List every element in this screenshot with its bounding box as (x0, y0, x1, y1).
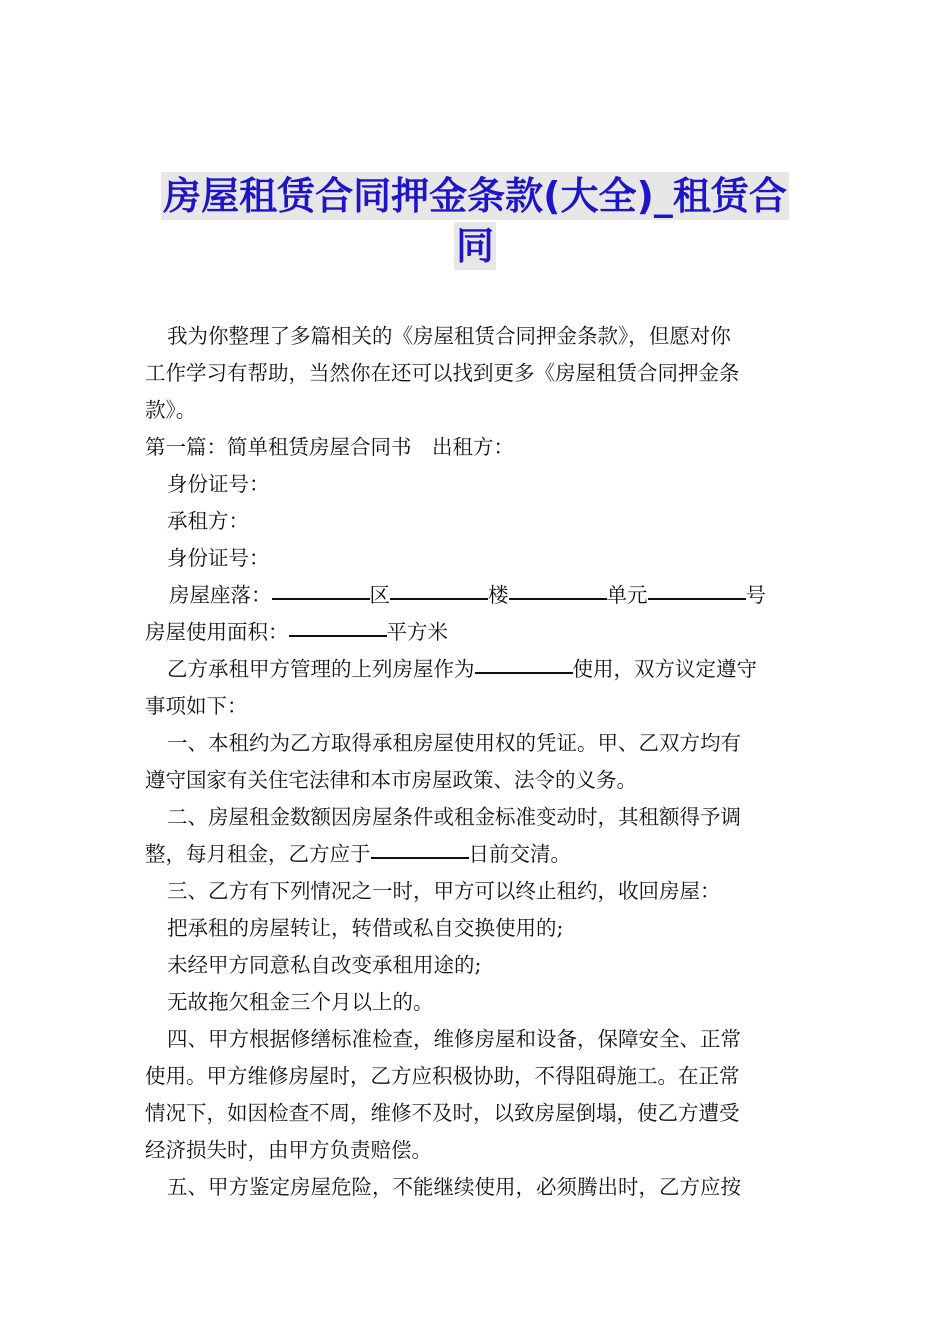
clause-4-line-4: 经济损失时，由甲方负责赔偿。 (145, 1138, 432, 1162)
unit-label: 单元 (606, 583, 648, 607)
title-line-2: 同 (455, 224, 494, 268)
clause-4-line-1: 四、甲方根据修缮标准检查，维修房屋和设备，保障安全、正常 (167, 1027, 741, 1051)
intro-line-3: 款》。 (145, 398, 197, 422)
district-label: 区 (369, 583, 390, 607)
intro-line-2: 工作学习有帮助，当然你在还可以找到更多《房屋租赁合同押金条 (145, 361, 740, 385)
clause-2-line-2 (145, 836, 810, 873)
location-line (145, 577, 810, 614)
area-line (145, 614, 810, 651)
blank-line (475, 671, 573, 674)
tenant-label: 承租方： (167, 509, 249, 533)
usage-line-1 (145, 651, 810, 688)
clause-1-line-1: 一、本租约为乙方取得承租房屋使用权的凭证。甲、乙双方均有 (167, 731, 741, 755)
blank-line (509, 597, 607, 600)
usage-text-2: 使用，双方议定遵守 (572, 657, 757, 681)
number-label: 号 (745, 583, 766, 607)
clause-5-line-1: 五、甲方鉴定房屋危险，不能继续使用，必须腾出时，乙方应按 (167, 1175, 741, 1199)
blank-line (371, 856, 469, 859)
building-label: 楼 (488, 583, 509, 607)
blank-line (390, 597, 488, 600)
area-label: 房屋使用面积： (145, 620, 289, 644)
area-unit: 平方米 (386, 620, 448, 644)
clause-2-line-1: 二、房屋租金数额因房屋条件或租金标准变动时，其租额得予调 (167, 805, 741, 829)
usage-line-2: 事项如下： (145, 694, 248, 718)
clause-3-line-1: 三、乙方有下列情况之一时，甲方可以终止租约，收回房屋： (167, 879, 721, 903)
document-body (145, 318, 810, 1206)
tenant-id-label: 身份证号： (167, 546, 270, 570)
clause-3-item-3: 无故拖欠租金三个月以上的。 (167, 990, 434, 1014)
clause-2-text-2: 日前交清。 (468, 842, 571, 866)
title-line-1: 房屋租赁合同押金条款(大全)_租赁合 (163, 174, 787, 218)
clause-4-line-3: 情况下，如因检查不周，维修不及时，以致房屋倒塌，使乙方遭受 (145, 1101, 740, 1125)
clause-3-item-2: 未经甲方同意私自改变承租用途的; (167, 953, 482, 977)
blank-line (289, 634, 387, 637)
usage-text-1: 乙方承租甲方管理的上列房屋作为 (167, 657, 475, 681)
location-label: 房屋座落： (169, 583, 272, 607)
clause-1-line-2: 遵守国家有关住宅法律和本市房屋政策、法令的义务。 (145, 768, 637, 792)
document-title (150, 172, 800, 270)
section-heading: 第一篇：简单租赁房屋合同书 出租方： (145, 435, 514, 459)
clause-3-item-1: 把承租的房屋转让，转借或私自交换使用的; (167, 916, 564, 940)
blank-line (648, 597, 746, 600)
landlord-id-label: 身份证号： (167, 472, 270, 496)
clause-2-text-1: 整，每月租金，乙方应于 (145, 842, 371, 866)
blank-line (272, 597, 370, 600)
intro-line-1: 我为你整理了多篇相关的《房屋租赁合同押金条款》，但愿对你 (167, 324, 731, 348)
clause-4-line-2: 使用。甲方维修房屋时，乙方应积极协助，不得阻碍施工。在正常 (145, 1064, 740, 1088)
